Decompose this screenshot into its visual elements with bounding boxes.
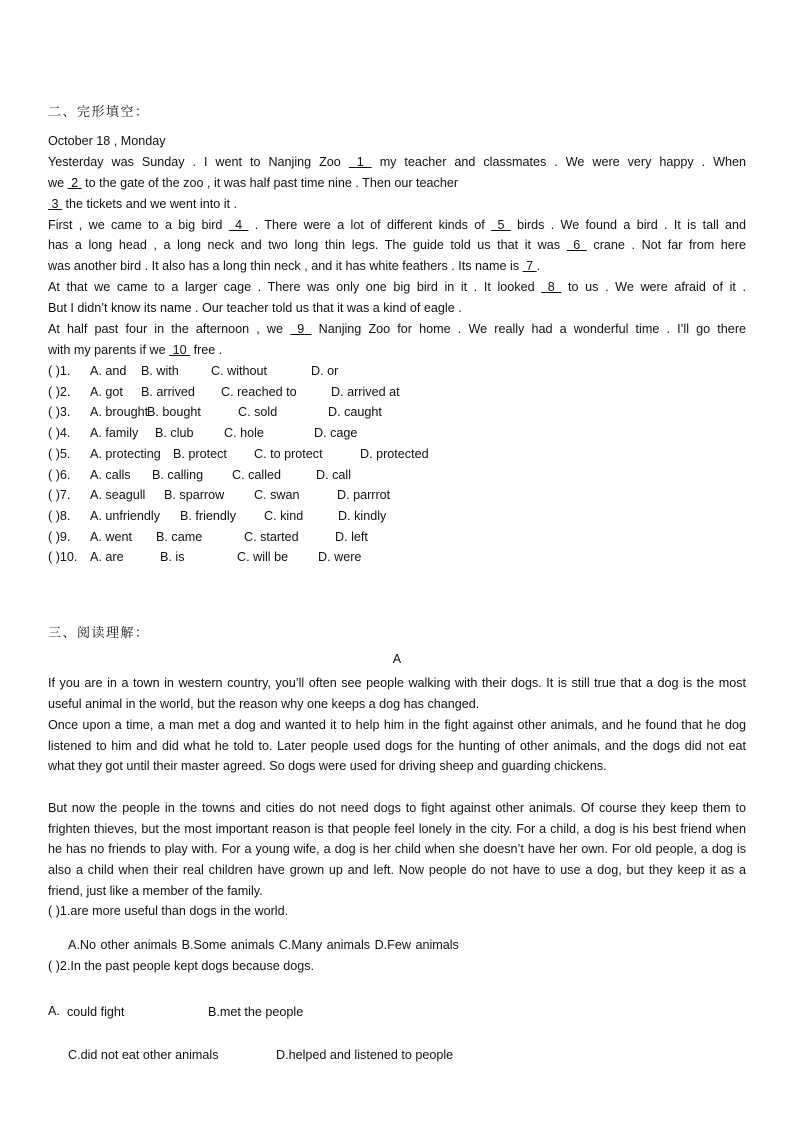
reading-paragraph-3: But now the people in the towns and cities do not need dogs to fight against other animals. Of course they keep them to frighten thieves, but the most important reason is that people feel lonely in the city. For a child, a dog is his best friend when he has no friends to play with. For a young wife, a dog is her child when she doesn’t have her own. For old people, a dog is also a child when their real children have grown up and left. Now people do not have to use a dog, but they keep it as a friend, just like a member of the family. (48, 801, 746, 898)
cloze-line-10 (48, 340, 222, 361)
option-b: B. club (155, 426, 194, 441)
option-a: A. calls (90, 467, 131, 482)
cloze-heading: 二、完形填空： (48, 104, 150, 119)
reading-question-1-options: A.No other animals B.Some animals C.Many animals D.Few animals (68, 938, 459, 952)
reading-heading: 三、阅读理解： (48, 625, 150, 640)
text: to us . We were afraid of it . (568, 280, 746, 294)
question-number: ( )7. (48, 488, 71, 503)
question-number: ( )4. (48, 426, 71, 441)
option-d: D. were (318, 550, 362, 565)
question-number: ( )1. (48, 364, 71, 378)
blank-10: 10 (169, 343, 191, 357)
option-c: C. called (232, 467, 281, 482)
option-c: C. will be (237, 550, 289, 565)
option-c: C. swan (254, 488, 300, 503)
cloze-date: October 18 , Monday (48, 134, 166, 148)
option-c: C. kind (264, 508, 304, 523)
text: . There were a lot of different kinds of (254, 218, 485, 232)
question-2-option-c: C.did not eat other animals (68, 1048, 219, 1062)
option-b: B. sparrow (164, 488, 225, 503)
option-d: D. left (335, 529, 368, 544)
text: the tickets and we went into it . (65, 197, 238, 211)
option-d: D. kindly (338, 508, 387, 523)
question-number: ( )3. (48, 405, 71, 420)
text: to the gate of the zoo , it was half past time nine . Then our teacher (85, 176, 459, 190)
option-a: A. family (90, 426, 139, 441)
option-d: D. caught (328, 405, 382, 420)
option-b: B. is (160, 550, 185, 565)
option-a: A. are (90, 550, 124, 565)
option-b: B. bought (147, 405, 201, 420)
question-number: ( )2. (48, 384, 71, 399)
text: my teacher and classmates . We were very happy . When (379, 155, 747, 169)
cloze-line-1 (48, 152, 746, 173)
option-b: B. friendly (180, 508, 236, 523)
option-a: A. seagull (90, 488, 146, 503)
question-2-option-b: B.met the people (208, 1005, 304, 1019)
question-number: ( )8. (48, 508, 71, 523)
option-b: B. came (156, 529, 203, 544)
blank-4: 4 (228, 218, 249, 232)
cloze-line-3 (48, 194, 237, 215)
text: First , we came to a big bird (48, 218, 223, 232)
option-a: A. protecting (90, 446, 161, 461)
cloze-line-2 (48, 173, 458, 194)
text: Nanjing Zoo for home . We really had a wonderful time . I’ll go there (318, 322, 747, 336)
option-a: A. went (90, 529, 132, 544)
text: At half past four in the afternoon , we (48, 322, 283, 336)
blank-5: 5 (491, 218, 511, 232)
option-d: D. parrrot (337, 488, 391, 503)
cloze-line-8: But I didn’t know its name . Our teacher told us that it was a kind of eagle . (48, 301, 462, 315)
question-2-option-a-label: A. (48, 1004, 60, 1018)
option-d: D. cage (314, 426, 358, 441)
option-c: C. sold (238, 405, 278, 420)
text: has a long head , a long neck and two long thin legs. The guide told us that it was (48, 238, 561, 252)
question-number: ( )5. (48, 446, 71, 461)
blank-2: 2 (67, 176, 82, 190)
blank-8: 8 (541, 280, 562, 294)
reading-paragraph-2: Once upon a time, a man met a dog and wanted it to help him in the fight against other animals, and he found that he dog listened to him and did what he told to. Later people used dogs for the hunting of other animals, and the dogs did not eat what they got until their master agreed. So dogs were used for driving sheep and guarding chickens. (48, 718, 746, 774)
question-number: ( )9. (48, 529, 71, 544)
option-b: B. calling (152, 467, 204, 482)
blank-9: 9 (290, 322, 312, 336)
reading-question-2: ( )2.In the past people kept dogs because dogs. (48, 959, 315, 973)
option-d: D. call (316, 467, 351, 482)
cloze-line-4 (48, 215, 746, 236)
question-number: ( )6. (48, 467, 71, 482)
text: At that we came to a larger cage . There was only one big bird in it . It looked (48, 280, 535, 294)
blank-7: 7 (522, 259, 537, 273)
passage-label: A (392, 652, 402, 666)
cloze-line-7 (48, 277, 746, 298)
cloze-line-6 (48, 256, 540, 277)
text: birds . We found a bird . It is tall and (517, 218, 747, 232)
option-c: C. without (211, 364, 267, 378)
question-2-option-d: D.helped and listened to people (276, 1048, 454, 1062)
blank-6: 6 (566, 238, 587, 252)
text: . (536, 259, 541, 273)
blank-1: 1 (348, 155, 372, 169)
option-b: B. with (141, 364, 179, 378)
option-d: D. protected (360, 446, 429, 461)
text: was another bird . It also has a long thin neck , and it has white feathers . Its name is (48, 259, 520, 273)
text: Yesterday was Sunday . I went to Nanjing Zoo (48, 155, 341, 169)
option-c: C. reached to (221, 384, 297, 399)
option-b: B. arrived (141, 384, 195, 399)
reading-question-1: ( )1.are more useful than dogs in the world. (48, 904, 289, 918)
option-a: A. and (90, 364, 127, 378)
option-a: A. got (90, 384, 123, 399)
text: free . (193, 343, 223, 357)
option-d: D. or (311, 364, 339, 378)
reading-paragraph-1: If you are in a town in western country, you’ll often see people walking with their dogs. It is still true that a dog is the most useful animal in the world, but the reason why one keeps a dog has changed. (48, 676, 746, 711)
option-c: C. to protect (254, 446, 323, 461)
text: with my parents if we (48, 343, 166, 357)
text: crane . Not far from here (593, 238, 747, 252)
option-a: A. brought (90, 405, 149, 420)
blank-3: 3 (48, 197, 63, 211)
option-b: B. protect (173, 446, 227, 461)
option-d: D. arrived at (331, 384, 400, 399)
cloze-line-9 (48, 319, 746, 340)
question-number: ( )10. (48, 550, 78, 565)
option-a: A. unfriendly (90, 508, 161, 523)
option-c: C. hole (224, 426, 264, 441)
question-2-option-a: could fight (67, 1005, 125, 1019)
option-c: C. started (244, 529, 299, 544)
cloze-line-5 (48, 235, 746, 256)
text: we (48, 176, 65, 190)
